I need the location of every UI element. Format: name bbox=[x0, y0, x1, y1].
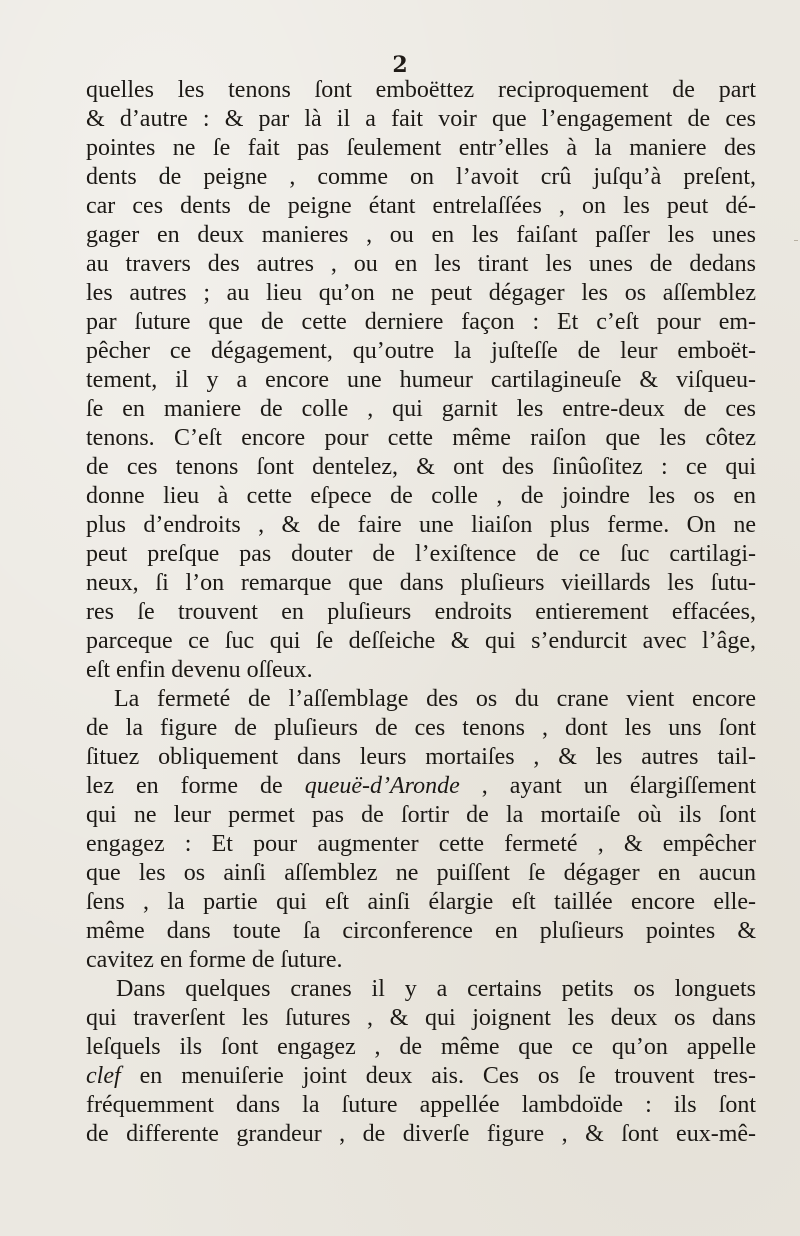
text-line: de ces tenons ſont dentelez, & ont des ſinûoſitez : ce qui bbox=[86, 454, 756, 480]
text-line: neux, ſi l’on remarque que dans pluſieurs vieillards les ſutu- bbox=[86, 570, 756, 596]
paragraph-3 bbox=[86, 975, 756, 1149]
text-line: eſt enfin devenu oſſeux. bbox=[86, 657, 313, 683]
text-line: ſe en maniere de colle , qui garnit les entre-deux de ces bbox=[86, 396, 756, 422]
text-line: tement, il y a encore une humeur cartilagineuſe & viſqueu- bbox=[86, 367, 756, 393]
paragraph-2 bbox=[86, 685, 756, 975]
text-line: tenons. C’eſt encore pour cette même raiſon que les côtez bbox=[86, 425, 756, 451]
text-line: par ſuture que de cette derniere façon : Et c’eſt pour em- bbox=[86, 309, 756, 335]
text-segment: , ayant un élargiſſement bbox=[459, 773, 756, 799]
text-line: qui traverſent les ſutures , & qui joignent les deux os dans bbox=[86, 1005, 756, 1031]
text-line: pointes ne ſe fait pas ſeulement entr’elles à la maniere des bbox=[86, 135, 756, 161]
text-segment: lez en forme de bbox=[86, 773, 305, 799]
text-line: peut preſque pas douter de l’exiſtence de ce ſuc cartilagi- bbox=[86, 541, 756, 567]
paper-speck bbox=[794, 240, 798, 241]
text-line: leſquels ils ſont engagez , de même que ce qu’on appelle bbox=[86, 1034, 756, 1060]
text-line: fréquemment dans la ſuture appellée lambdoïde : ils ſont bbox=[86, 1092, 756, 1118]
text-line: de differente grandeur , de diverſe figure , & ſont eux-mê- bbox=[86, 1121, 756, 1147]
text-line-with-term bbox=[86, 772, 756, 801]
italic-term: queuë-d’Aronde bbox=[304, 773, 460, 799]
text-line: gager en deux manieres , ou en les faiſant paſſer les unes bbox=[86, 222, 756, 248]
text-line: de la figure de pluſieurs de ces tenons , dont les uns ſont bbox=[86, 715, 756, 741]
text-line: ſens , la partie qui eſt ainſi élargie eſt taillée encore elle- bbox=[86, 889, 756, 915]
text-line: que les os ainſi aſſemblez ne puiſſent ſe dégager en aucun bbox=[86, 860, 756, 886]
text-line: pêcher ce dégagement, qu’outre la juſteſſe de leur emboët- bbox=[86, 338, 756, 364]
paragraph-1 bbox=[86, 76, 756, 685]
text-line-with-term bbox=[86, 1062, 756, 1091]
text-line: res ſe trouvent en pluſieurs endroits entierement effacées, bbox=[86, 599, 756, 625]
body-text bbox=[86, 76, 756, 1149]
text-line: dents de peigne , comme on l’avoit crû juſqu’à preſent, bbox=[86, 164, 756, 190]
page-number: 2 bbox=[392, 52, 408, 78]
text-line: & d’autre : & par là il a fait voir que l’engagement de ces bbox=[86, 106, 756, 132]
text-line: plus d’endroits , & de faire une liaiſon plus ferme. On ne bbox=[86, 512, 756, 538]
text-line: engagez : Et pour augmenter cette fermeté , & empêcher bbox=[86, 831, 756, 857]
text-line: quelles les tenons ſont emboëttez reciproquement de part bbox=[86, 77, 756, 103]
text-line: La fermeté de l’aſſemblage des os du crane vient encore bbox=[114, 686, 756, 712]
italic-term: clef bbox=[86, 1063, 121, 1089]
text-line: ſituez obliquement dans leurs mortaiſes , & les autres tail- bbox=[86, 744, 756, 770]
text-line: Dans quelques cranes il y a certains petits os longuets bbox=[116, 976, 756, 1002]
text-line: car ces dents de peigne étant entrelaſſées , on les peut dé- bbox=[86, 193, 756, 219]
text-line: cavitez en forme de ſuture. bbox=[86, 947, 343, 973]
text-line: donne lieu à cette eſpece de colle , de joindre les os en bbox=[86, 483, 756, 509]
text-segment: en menuiſerie joint deux ais. Ces os ſe trouvent tres- bbox=[120, 1063, 756, 1089]
text-line: les autres ; au lieu qu’on ne peut dégager les os aſſemblez bbox=[86, 280, 756, 306]
text-line: au travers des autres , ou en les tirant les unes de dedans bbox=[86, 251, 756, 277]
text-line: même dans toute ſa circonference en pluſieurs pointes & bbox=[86, 918, 756, 944]
text-line: parceque ce ſuc qui ſe deſſeiche & qui s’endurcit avec l’âge, bbox=[86, 628, 756, 654]
text-line: qui ne leur permet pas de ſortir de la mortaiſe où ils ſont bbox=[86, 802, 756, 828]
